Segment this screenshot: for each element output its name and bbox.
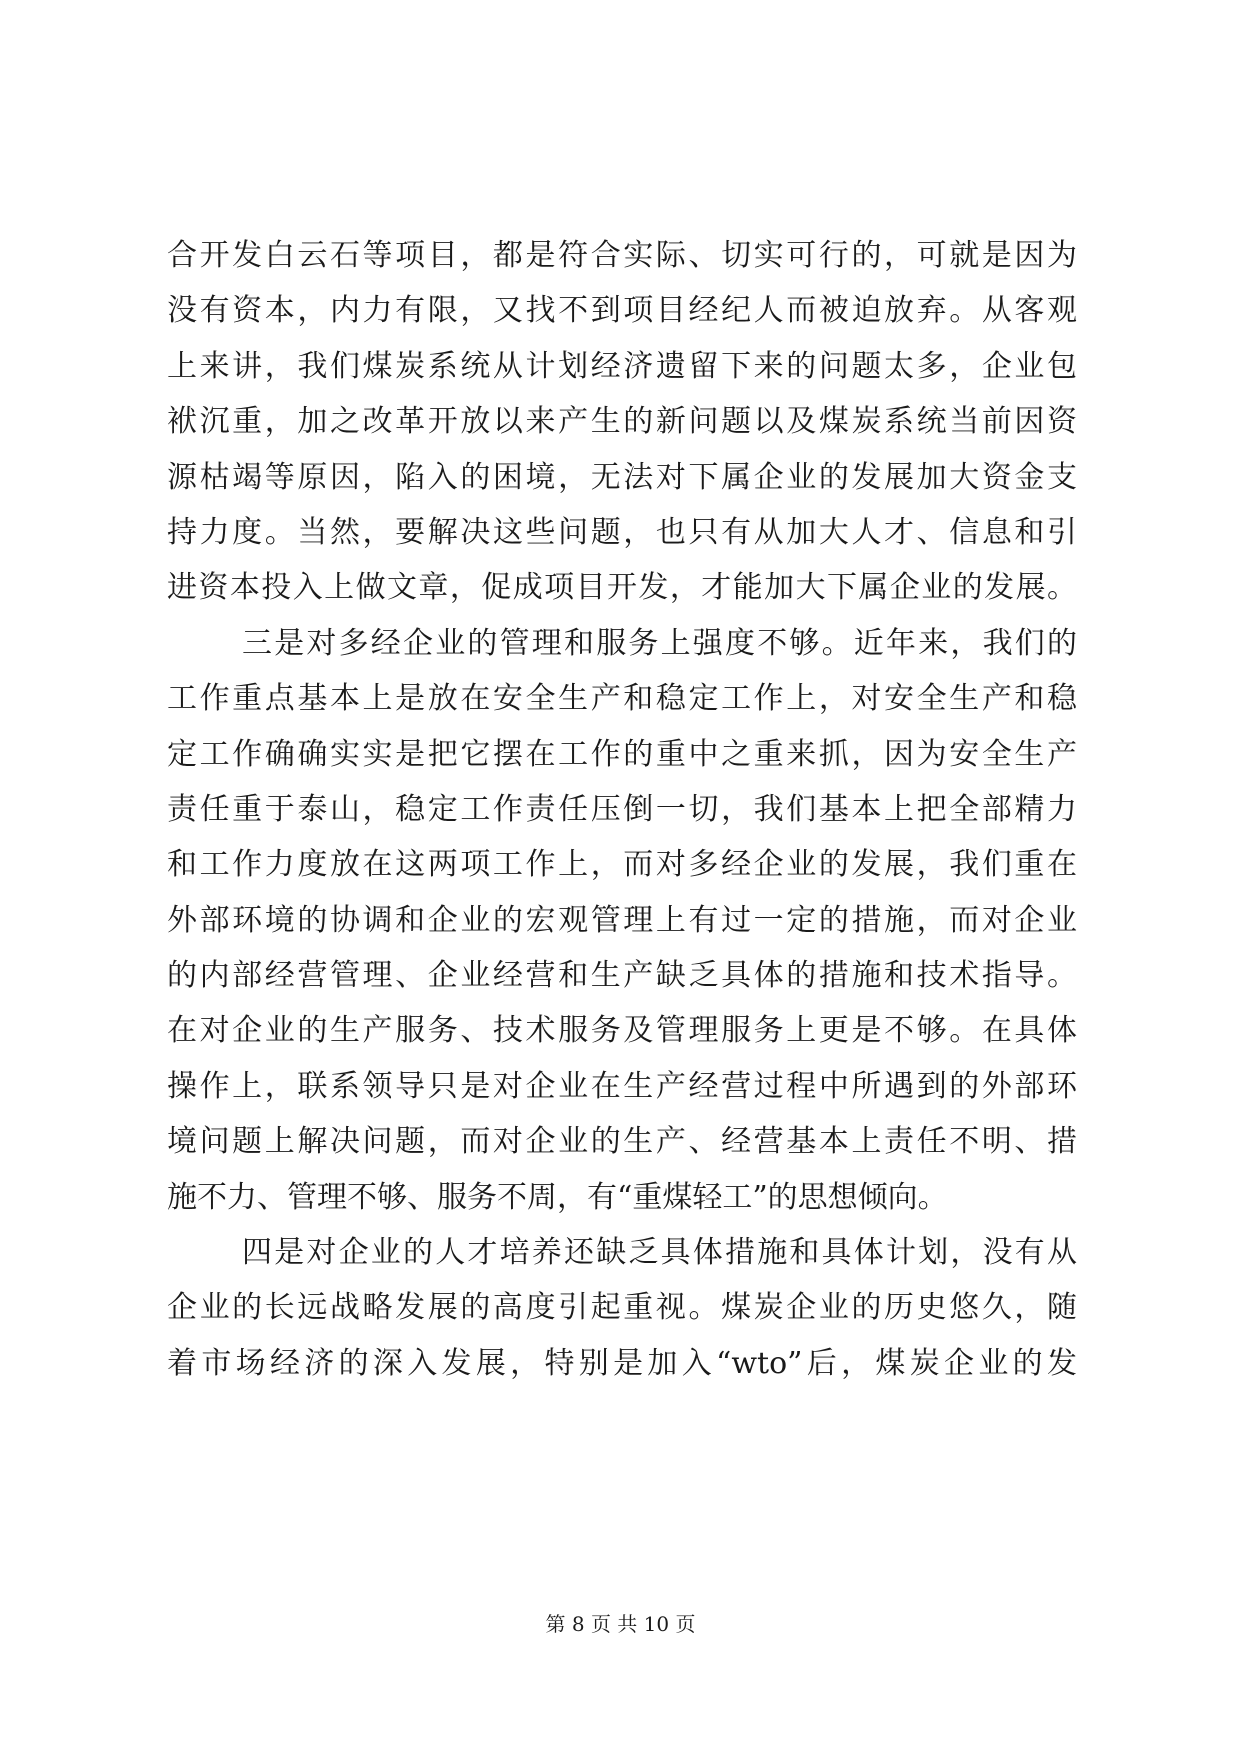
text-line: 袱沉重，加之改革开放以来产生的新问题以及煤炭系统当前因资	[167, 404, 1077, 440]
text-line: 源枯竭等原因，陷入的困境，无法对下属企业的发展加大资金支	[167, 459, 1077, 495]
text-line: 操作上，联系领导只是对企业在生产经营过程中所遇到的外部环	[167, 1068, 1077, 1104]
text-line: 企业的长远战略发展的高度引起重视。煤炭企业的历史悠久，随	[167, 1290, 1077, 1326]
paragraph-start-line: 四是对企业的人才培养还缺乏具体措施和具体计划，没有从	[242, 1235, 1077, 1271]
paragraph-end-line: 施不力、管理不够、服务不周，有“重煤轻工”的思想倾向。	[167, 1179, 948, 1215]
document-body	[167, 228, 1077, 1391]
text-line: 定工作确确实实是把它摆在工作的重中之重来抓，因为安全生产	[167, 736, 1077, 772]
text-line: 在对企业的生产服务、技术服务及管理服务上更是不够。在具体	[167, 1013, 1077, 1049]
text-line: 外部环境的协调和企业的宏观管理上有过一定的措施，而对企业	[167, 902, 1077, 938]
text-line: 的内部经营管理、企业经营和生产缺乏具体的措施和技术指导。	[167, 958, 1077, 994]
text-line: 境问题上解决问题，而对企业的生产、经营基本上责任不明、措	[167, 1124, 1077, 1160]
text-line: 和工作力度放在这两项工作上，而对多经企业的发展，我们重在	[167, 847, 1077, 883]
text-line: 工作重点基本上是放在安全生产和稳定工作上，对安全生产和稳	[167, 681, 1077, 717]
text-line: 上来讲，我们煤炭系统从计划经济遗留下来的问题太多，企业包	[167, 348, 1077, 384]
text-line: 持力度。当然，要解决这些问题，也只有从加大人才、信息和引	[167, 514, 1077, 550]
text-line: 责任重于泰山，稳定工作责任压倒一切，我们基本上把全部精力	[167, 791, 1077, 827]
paragraph-start-line: 三是对多经企业的管理和服务上强度不够。近年来，我们的	[242, 625, 1077, 661]
text-line: 合开发白云石等项目，都是符合实际、切实可行的，可就是因为	[167, 238, 1077, 273]
text-line: 着市场经济的深入发展，特别是加入“wto”后，煤炭企业的发	[167, 1345, 1077, 1381]
page-footer	[0, 1610, 1241, 1638]
text-line: 没有资本，内力有限，又找不到项目经纪人而被迫放弃。从客观	[167, 293, 1077, 329]
text-line: 进资本投入上做文章，促成项目开发，才能加大下属企业的发展。	[167, 570, 1077, 606]
page-number: 第 8 页 共 10 页	[545, 1612, 696, 1636]
